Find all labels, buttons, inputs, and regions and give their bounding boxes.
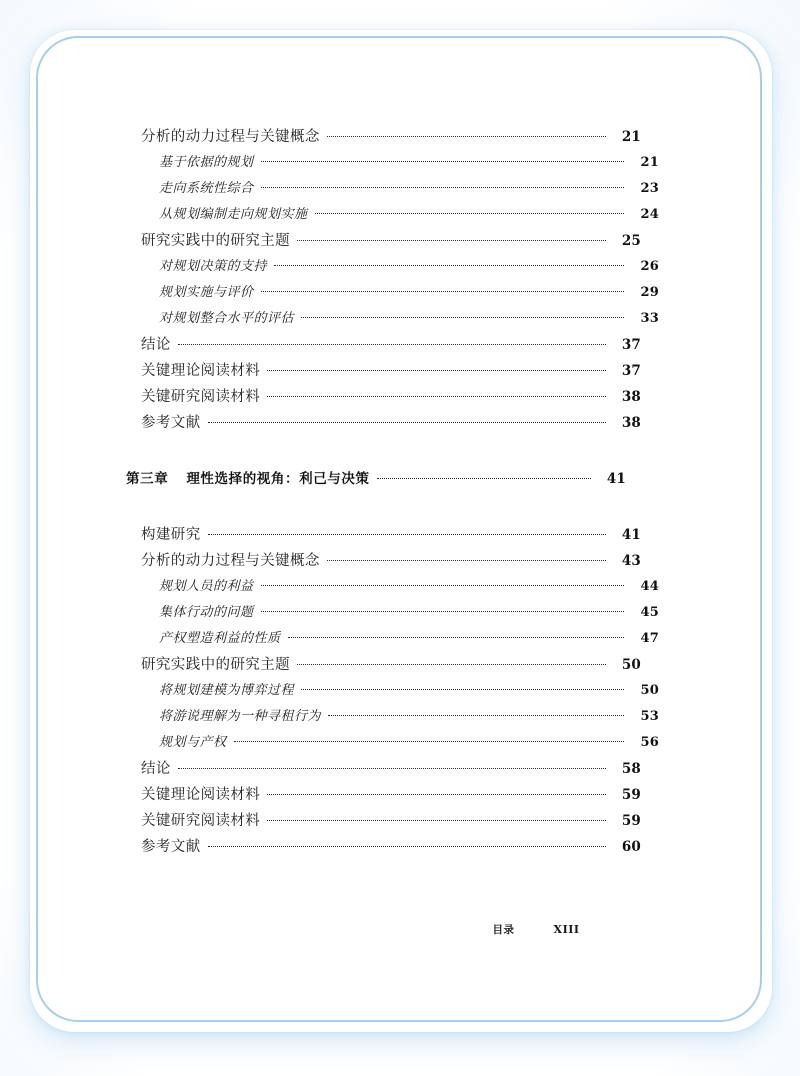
dot-leader <box>328 704 624 720</box>
table-of-contents <box>126 124 659 860</box>
toc-entry-page-number: 56 <box>640 735 659 750</box>
dot-leader <box>261 280 624 296</box>
toc-entry-level-2[interactable] <box>159 202 659 228</box>
chapter-heading-label <box>126 466 370 492</box>
footer-section-label: 目录 <box>492 924 515 936</box>
toc-entry-label: 分析的动力过程与关键概念 <box>141 553 320 569</box>
dot-leader <box>267 359 606 375</box>
toc-entry-label: 研究实践中的研究主题 <box>141 657 290 673</box>
toc-entry-label: 结论 <box>141 337 171 353</box>
toc-entry-label: 构建研究 <box>141 527 201 543</box>
toc-chapter-heading[interactable] <box>126 466 626 492</box>
toc-entry-label: 规划实施与评价 <box>159 285 254 300</box>
toc-entry-label: 关键理论阅读材料 <box>141 787 261 803</box>
toc-entry-page-number: 41 <box>621 527 641 543</box>
toc-entry-page-number: 37 <box>621 337 641 353</box>
dot-leader <box>267 809 606 825</box>
page-content-area <box>38 38 764 1024</box>
toc-entry-level-1[interactable] <box>141 652 641 678</box>
toc-entry-label: 关键研究阅读材料 <box>141 813 261 829</box>
toc-entry-level-2[interactable] <box>159 626 659 652</box>
footer-page-number: XIII <box>553 923 580 936</box>
dot-leader <box>301 678 624 694</box>
toc-entry-level-2[interactable] <box>159 730 659 756</box>
toc-entry-page-number: 58 <box>621 761 641 777</box>
chapter-spacer-bottom <box>141 492 641 522</box>
dot-leader <box>208 411 606 427</box>
toc-entry-page-number: 24 <box>640 207 659 222</box>
dot-leader <box>261 150 624 166</box>
toc-entry-page-number: 21 <box>621 129 641 145</box>
toc-entry-page-number: 21 <box>640 155 659 170</box>
dot-leader <box>288 626 624 642</box>
toc-entry-page-number: 44 <box>640 579 659 594</box>
toc-entry-level-1[interactable] <box>141 522 641 548</box>
dot-leader <box>267 385 606 401</box>
toc-entry-label: 基于依据的规划 <box>159 155 254 170</box>
chapter-number: 第三章 <box>126 471 169 487</box>
toc-entry-page-number: 43 <box>621 553 641 569</box>
dot-leader <box>208 523 606 539</box>
toc-entry-label: 分析的动力过程与关键概念 <box>141 129 320 145</box>
dot-leader <box>178 757 606 773</box>
dot-leader <box>327 125 606 141</box>
toc-entry-page-number: 50 <box>621 657 641 673</box>
toc-entry-level-2[interactable] <box>159 254 659 280</box>
toc-entry-page-number: 59 <box>621 813 641 829</box>
toc-entry-page-number: 33 <box>640 311 659 326</box>
toc-entry-label: 对规划整合水平的评估 <box>159 311 295 326</box>
dot-leader <box>208 835 606 851</box>
toc-entry-label: 参考文献 <box>141 415 201 431</box>
toc-entry-level-1[interactable] <box>141 548 641 574</box>
toc-entry-page-number: 60 <box>621 839 641 855</box>
toc-entry-level-1[interactable] <box>141 782 641 808</box>
toc-entry-level-1[interactable] <box>141 410 641 436</box>
dot-leader <box>377 467 591 483</box>
toc-entry-label: 从规划编制走向规划实施 <box>159 207 308 222</box>
toc-entry-label: 关键研究阅读材料 <box>141 389 261 405</box>
toc-entry-label: 关键理论阅读材料 <box>141 363 261 379</box>
toc-entry-level-2[interactable] <box>159 280 659 306</box>
dot-leader <box>261 600 624 616</box>
toc-entry-level-1[interactable] <box>141 756 641 782</box>
dot-leader <box>267 783 606 799</box>
toc-entry-level-2[interactable] <box>159 176 659 202</box>
toc-entry-label: 参考文献 <box>141 839 201 855</box>
chapter-page-number: 41 <box>606 471 626 487</box>
toc-entry-label: 走向系统性综合 <box>159 181 254 196</box>
toc-entry-level-2[interactable] <box>159 574 659 600</box>
toc-entry-page-number: 45 <box>640 605 659 620</box>
dot-leader <box>297 653 606 669</box>
chapter-spacer-top <box>141 436 641 466</box>
toc-entry-label: 研究实践中的研究主题 <box>141 233 290 249</box>
chapter-title: 理性选择的视角：利己与决策 <box>186 471 370 487</box>
toc-entry-level-1[interactable] <box>141 384 641 410</box>
toc-entry-page-number: 47 <box>640 631 659 646</box>
dot-leader <box>178 333 606 349</box>
toc-entry-level-2[interactable] <box>159 600 659 626</box>
toc-entry-level-2[interactable] <box>159 704 659 730</box>
toc-entry-level-1[interactable] <box>141 834 641 860</box>
dot-leader <box>301 306 624 322</box>
toc-entry-label: 结论 <box>141 761 171 777</box>
toc-entry-page-number: 50 <box>640 683 659 698</box>
toc-entry-label: 产权塑造利益的性质 <box>159 631 281 646</box>
book-page <box>36 36 762 1022</box>
toc-entry-level-1[interactable] <box>141 332 641 358</box>
footer-inner <box>492 918 579 937</box>
toc-entry-level-2[interactable] <box>159 678 659 704</box>
dot-leader <box>261 574 624 590</box>
dot-leader <box>234 730 624 746</box>
page-footer <box>38 918 764 937</box>
toc-entry-page-number: 38 <box>621 389 641 405</box>
toc-entry-level-2[interactable] <box>159 306 659 332</box>
dot-leader <box>297 229 606 245</box>
toc-entry-page-number: 37 <box>621 363 641 379</box>
toc-entry-page-number: 23 <box>640 181 659 196</box>
toc-entry-page-number: 53 <box>640 709 659 724</box>
toc-entry-level-1[interactable] <box>141 808 641 834</box>
toc-entry-label: 将游说理解为一种寻租行为 <box>159 709 322 724</box>
toc-entry-page-number: 29 <box>640 285 659 300</box>
toc-entry-label: 将规划建模为博弈过程 <box>159 683 295 698</box>
toc-entry-page-number: 59 <box>621 787 641 803</box>
toc-entry-page-number: 25 <box>621 233 641 249</box>
toc-entry-page-number: 26 <box>640 259 659 274</box>
dot-leader <box>261 176 624 192</box>
toc-entry-level-1[interactable] <box>141 228 641 254</box>
toc-entry-level-2[interactable] <box>159 150 659 176</box>
toc-entry-label: 集体行动的问题 <box>159 605 254 620</box>
toc-entry-page-number: 38 <box>621 415 641 431</box>
toc-entry-label: 规划与产权 <box>159 735 227 750</box>
toc-entry-level-1[interactable] <box>141 124 641 150</box>
dot-leader <box>315 202 624 218</box>
dot-leader <box>274 254 624 270</box>
toc-entry-level-1[interactable] <box>141 358 641 384</box>
toc-entry-label: 规划人员的利益 <box>159 579 254 594</box>
toc-entry-label: 对规划决策的支持 <box>159 259 268 274</box>
dot-leader <box>327 549 606 565</box>
